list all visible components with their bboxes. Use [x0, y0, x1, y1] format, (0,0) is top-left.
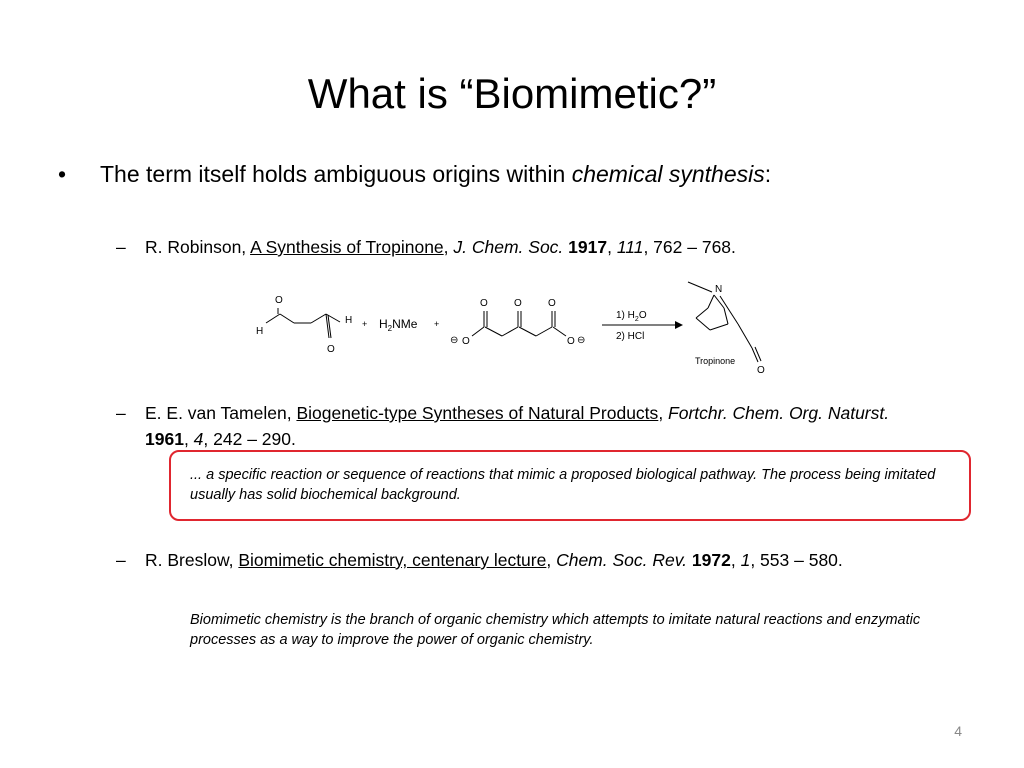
condition-1-b: O [638, 310, 647, 321]
ref-body [145, 400, 935, 452]
aldehyde-o-top: O [275, 295, 283, 306]
page-number: 4 [954, 723, 962, 739]
plus-sign-1: + [362, 319, 368, 329]
quote-van-tamelen: ... a specific reaction or sequence of reactions that mimic a proposed biological pathway. The process being imitated usually has solid biochemical background. [190, 467, 936, 503]
carboxylate-charge-right: ⊖ [577, 335, 586, 346]
ref-dash: – [116, 403, 126, 423]
carbonyl-o-3: O [548, 298, 556, 309]
carbonyl-o-1: O [480, 298, 488, 309]
tropinone-o: O [757, 365, 765, 376]
plus-sign-2: + [434, 319, 440, 329]
aldehyde-h-right: H [345, 315, 353, 326]
condition-1-a: 1) H [616, 310, 635, 321]
tropinone-n: N [715, 284, 723, 295]
carbonyl-o-2: O [514, 298, 522, 309]
ref-volume: 111 [616, 237, 644, 257]
ref-sep: , [443, 237, 454, 257]
bullet-text-emphasis: chemical synthesis [571, 161, 765, 187]
ref-journal: Fortchr. Chem. Org. Naturst. [668, 403, 890, 423]
bullet-text-colon: : [764, 161, 772, 187]
slide-title: What is “Biomimetic?” [307, 70, 717, 117]
product-label: Tropinone [695, 356, 736, 366]
ref-journal: Chem. Soc. Rev. [556, 550, 688, 570]
ref-title: A Synthesis of Tropinone [250, 237, 444, 257]
tropinone-reaction-scheme [250, 278, 790, 378]
carboxylate-charge-left: ⊖ [450, 335, 459, 346]
ref-sep: , [546, 550, 557, 570]
condition-2: 2) HCl [616, 331, 645, 342]
svg-text:H2NMe [379, 317, 418, 333]
ref-comma: , [607, 237, 617, 257]
ref-volume: 1 [740, 550, 751, 570]
ref-sep: , [658, 403, 669, 423]
bullet-text-a: The term itself holds ambiguous origins within [100, 161, 572, 187]
ref-year: 1961 [145, 429, 184, 449]
ref-journal: J. Chem. Soc. [453, 237, 564, 257]
ref-pages: , 762 – 768. [643, 237, 736, 257]
amine-sub: 2 [387, 324, 393, 333]
ref-author: E. E. van Tamelen, [145, 403, 297, 423]
ref-title: Biomimetic chemistry, centenary lecture [238, 550, 547, 570]
ref-title: Biogenetic-type Syntheses of Natural Products [296, 403, 659, 423]
ref-dash: – [116, 550, 126, 570]
ref-body [145, 547, 935, 573]
carboxylate-o-left: O [462, 336, 470, 347]
ref-pages: , 242 – 290. [203, 429, 296, 449]
bullet-marker: • [58, 161, 67, 187]
aldehyde-h-left: H [256, 326, 264, 337]
ref-author: R. Breslow, [145, 550, 239, 570]
ref-author: R. Robinson, [145, 237, 251, 257]
ref-comma: , [183, 429, 194, 449]
amine-rest: NMe [392, 317, 418, 331]
ref-body [145, 234, 935, 260]
carboxylate-o-right: O [567, 336, 575, 347]
aldehyde-o-bottom: O [327, 344, 335, 355]
ref-pages: , 553 – 580. [750, 550, 843, 570]
svg-text:1) H2O [616, 310, 647, 323]
ref-volume: 4 [193, 429, 204, 449]
ref-dash: – [116, 237, 126, 257]
condition-1-sub: 2 [634, 316, 639, 323]
bullet-text [100, 161, 771, 188]
ref-year: 1972 [691, 550, 731, 570]
ref-year: 1917 [568, 237, 608, 257]
amine-h: H [379, 317, 388, 331]
ref-comma: , [730, 550, 741, 570]
quote-breslow: Biomimetic chemistry is the branch of organic chemistry which attempts to imitate natural reactions and enzymatic processes as a way to improve the power of organic chemistry. [190, 612, 921, 648]
